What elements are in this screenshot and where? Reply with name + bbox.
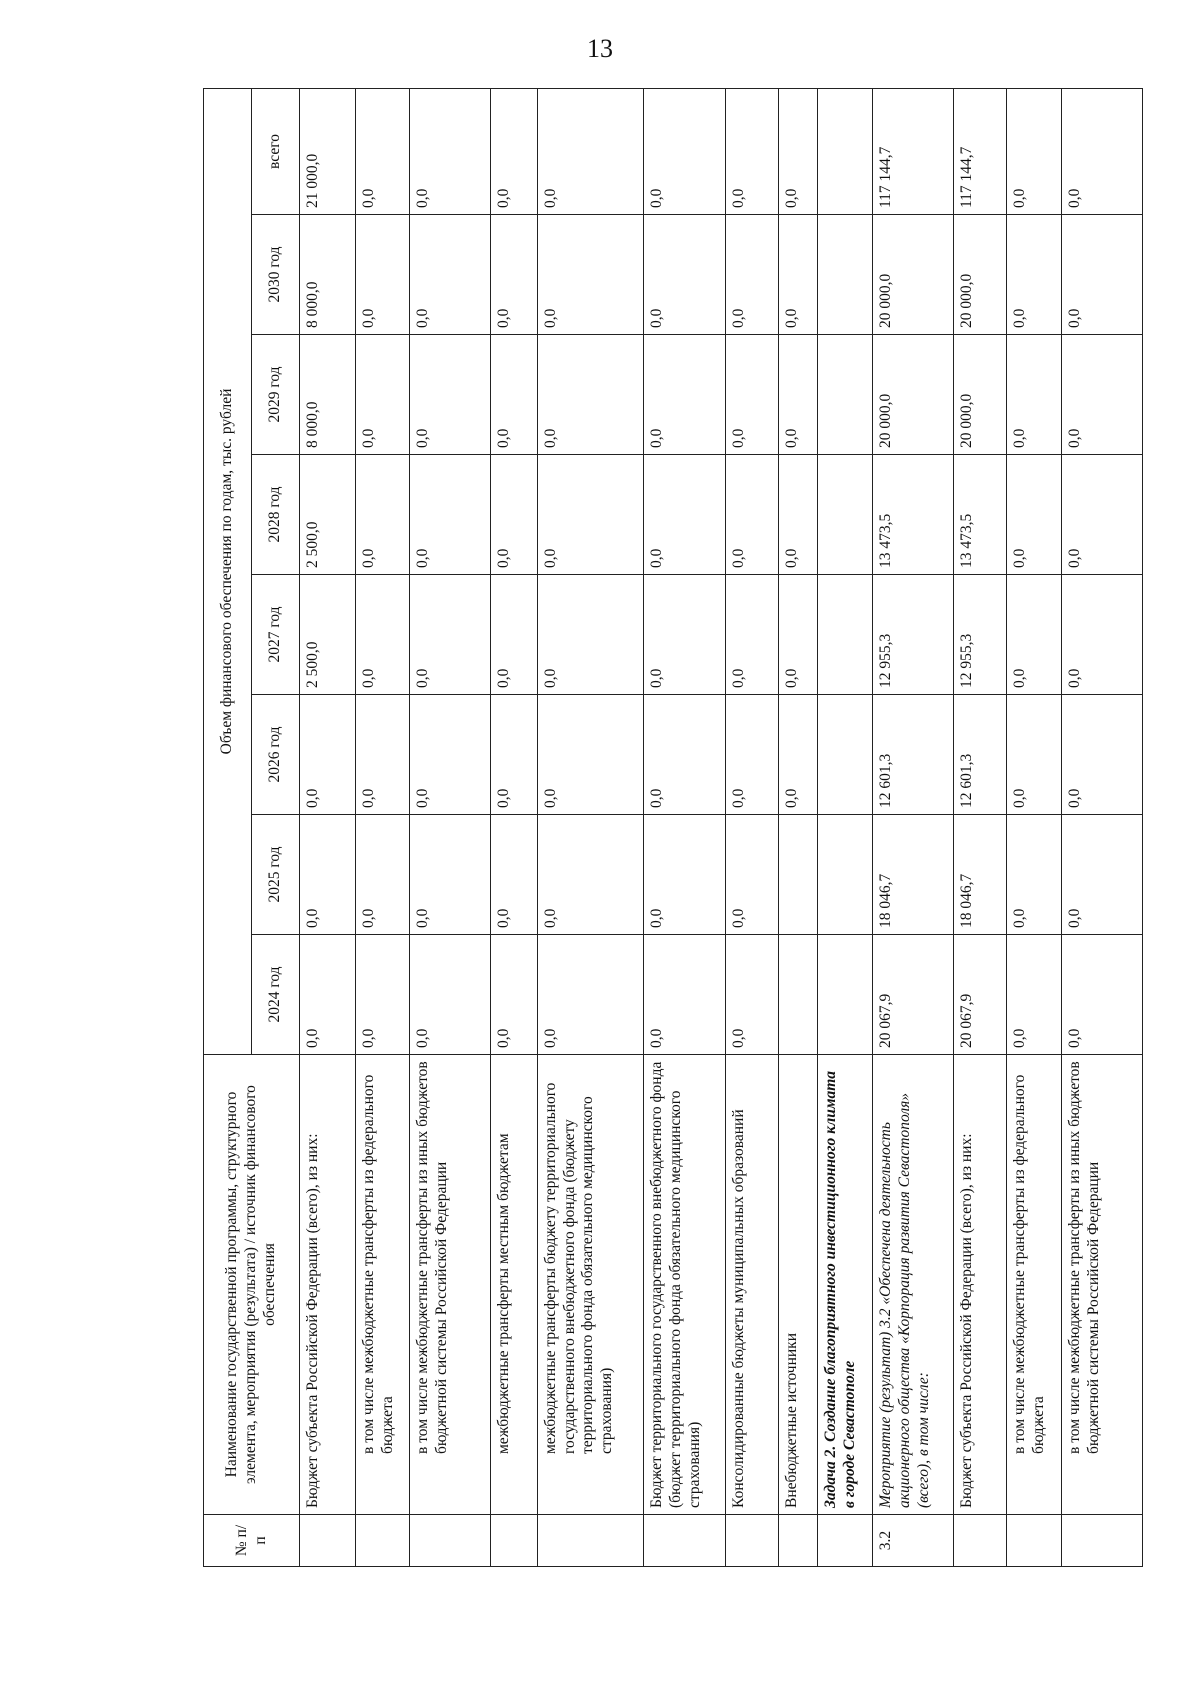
row-value xyxy=(818,335,872,455)
row-value: 0,0 xyxy=(300,815,356,935)
row-value: 0,0 xyxy=(778,335,817,455)
row-name: Консолидированные бюджеты муниципальных образований xyxy=(725,1055,778,1515)
row-value xyxy=(818,575,872,695)
row-value: 0,0 xyxy=(537,215,644,335)
row-number xyxy=(778,1515,817,1567)
row-value: 20 067,9 xyxy=(872,935,953,1055)
row-value: 0,0 xyxy=(491,815,537,935)
row-value: 0,0 xyxy=(644,89,725,215)
row-value: 0,0 xyxy=(355,455,409,575)
row-value: 0,0 xyxy=(410,815,491,935)
row-value: 0,0 xyxy=(537,935,644,1055)
row-value: 0,0 xyxy=(1061,815,1142,935)
row-value xyxy=(778,815,817,935)
table-row xyxy=(818,89,872,1567)
row-name: межбюджетные трансферты местным бюджетам xyxy=(491,1055,537,1515)
header-num: № п/п xyxy=(204,1515,300,1567)
row-value: 117 144,7 xyxy=(953,89,1006,215)
row-value: 0,0 xyxy=(537,695,644,815)
table-row xyxy=(491,89,537,1567)
row-value: 0,0 xyxy=(491,455,537,575)
row-value: 0,0 xyxy=(355,935,409,1055)
row-value: 0,0 xyxy=(1061,335,1142,455)
row-value: 0,0 xyxy=(778,695,817,815)
table-row xyxy=(953,89,1006,1567)
row-value: 0,0 xyxy=(1061,455,1142,575)
row-value: 0,0 xyxy=(537,455,644,575)
row-value: 0,0 xyxy=(410,215,491,335)
row-value: 0,0 xyxy=(355,215,409,335)
row-value: 0,0 xyxy=(725,575,778,695)
table-row xyxy=(644,89,725,1567)
row-value: 18 046,7 xyxy=(953,815,1006,935)
header-year: 2030 год xyxy=(252,215,300,335)
row-value: 0,0 xyxy=(410,575,491,695)
row-value: 2 500,0 xyxy=(300,455,356,575)
row-number xyxy=(1061,1515,1142,1567)
row-value: 12 601,3 xyxy=(872,695,953,815)
row-value: 0,0 xyxy=(491,695,537,815)
table-row xyxy=(778,89,817,1567)
row-value: 20 000,0 xyxy=(872,215,953,335)
row-value: 0,0 xyxy=(725,695,778,815)
row-value: 0,0 xyxy=(537,89,644,215)
row-value: 0,0 xyxy=(644,335,725,455)
row-number xyxy=(953,1515,1006,1567)
row-value xyxy=(818,815,872,935)
row-value: 0,0 xyxy=(537,335,644,455)
row-name: межбюджетные трансферты бюджету территориального государственного внебюджетного фонда (бюджету территориального фонда обязательного медицинского страхования) xyxy=(537,1055,644,1515)
header-year-total: всего xyxy=(252,89,300,215)
row-value: 12 601,3 xyxy=(953,695,1006,815)
row-value: 0,0 xyxy=(725,935,778,1055)
row-value: 0,0 xyxy=(644,575,725,695)
row-value: 0,0 xyxy=(491,335,537,455)
row-name: в том числе межбюджетные трансферты из федерального бюджета xyxy=(355,1055,409,1515)
row-value: 12 955,3 xyxy=(953,575,1006,695)
row-value: 0,0 xyxy=(1061,575,1142,695)
row-number xyxy=(644,1515,725,1567)
row-value: 0,0 xyxy=(537,575,644,695)
row-value: 0,0 xyxy=(1061,215,1142,335)
row-number: 3.2 xyxy=(872,1515,953,1567)
row-number xyxy=(355,1515,409,1567)
row-value: 0,0 xyxy=(778,575,817,695)
row-value: 0,0 xyxy=(725,815,778,935)
row-value: 0,0 xyxy=(644,455,725,575)
table-row xyxy=(1007,89,1061,1567)
row-value: 18 046,7 xyxy=(872,815,953,935)
row-value: 0,0 xyxy=(1061,935,1142,1055)
row-value xyxy=(778,935,817,1055)
row-value: 0,0 xyxy=(644,815,725,935)
row-value: 8 000,0 xyxy=(300,335,356,455)
row-value: 0,0 xyxy=(410,455,491,575)
row-name: Бюджет субъекта Российской Федерации (всего), из них: xyxy=(300,1055,356,1515)
row-value: 13 473,5 xyxy=(953,455,1006,575)
row-value: 0,0 xyxy=(491,215,537,335)
row-value: 0,0 xyxy=(778,89,817,215)
row-value: 0,0 xyxy=(355,89,409,215)
row-value: 21 000,0 xyxy=(300,89,356,215)
row-value: 8 000,0 xyxy=(300,215,356,335)
row-value xyxy=(818,215,872,335)
row-value: 0,0 xyxy=(1007,335,1061,455)
row-number xyxy=(491,1515,537,1567)
row-number xyxy=(537,1515,644,1567)
row-value: 20 067,9 xyxy=(953,935,1006,1055)
budget-table xyxy=(203,88,1143,1567)
row-value: 0,0 xyxy=(491,89,537,215)
row-value: 117 144,7 xyxy=(872,89,953,215)
row-value: 20 000,0 xyxy=(872,335,953,455)
row-value: 13 473,5 xyxy=(872,455,953,575)
row-value: 0,0 xyxy=(725,89,778,215)
row-name: в том числе межбюджетные трансферты из федерального бюджета xyxy=(1007,1055,1061,1515)
table-row xyxy=(725,89,778,1567)
row-number xyxy=(410,1515,491,1567)
header-year: 2027 год xyxy=(252,575,300,695)
table-row xyxy=(355,89,409,1567)
row-value: 0,0 xyxy=(1061,89,1142,215)
header-year: 2026 год xyxy=(252,695,300,815)
row-value xyxy=(818,935,872,1055)
row-value: 0,0 xyxy=(1007,215,1061,335)
row-value: 0,0 xyxy=(491,575,537,695)
row-value xyxy=(818,455,872,575)
row-value xyxy=(818,695,872,815)
row-name: Бюджет субъекта Российской Федерации (всего), из них: xyxy=(953,1055,1006,1515)
row-value: 0,0 xyxy=(644,695,725,815)
header-year: 2028 год xyxy=(252,455,300,575)
row-value: 0,0 xyxy=(725,455,778,575)
header-name: Наименование государственной программы, структурного элемента, мероприятия (результата) / источник финансового обеспечения xyxy=(204,1055,300,1515)
row-value: 0,0 xyxy=(300,935,356,1055)
row-value: 0,0 xyxy=(725,335,778,455)
row-value: 0,0 xyxy=(1007,89,1061,215)
row-value: 20 000,0 xyxy=(953,335,1006,455)
row-value xyxy=(818,89,872,215)
row-value: 0,0 xyxy=(355,335,409,455)
header-year: 2024 год xyxy=(252,935,300,1055)
row-name: в том числе межбюджетные трансферты из иных бюджетов бюджетной системы Российской Федерации xyxy=(410,1055,491,1515)
row-value: 0,0 xyxy=(537,815,644,935)
row-value: 0,0 xyxy=(1007,815,1061,935)
row-value: 0,0 xyxy=(355,815,409,935)
header-volume: Объем финансового обеспечения по годам, тыс. рублей xyxy=(204,89,252,1055)
page-number: 13 xyxy=(587,34,613,63)
row-value: 0,0 xyxy=(1007,575,1061,695)
row-value: 0,0 xyxy=(1007,935,1061,1055)
row-name: Внебюджетные источники xyxy=(778,1055,817,1515)
budget-table-rotated xyxy=(203,89,1143,1567)
row-value: 0,0 xyxy=(410,89,491,215)
table-row xyxy=(410,89,491,1567)
row-number xyxy=(300,1515,356,1567)
table-row xyxy=(1061,89,1142,1567)
row-name: Бюджет территориального государственного внебюджетного фонда (бюджет территориального фонда обязательного медицинского страхования) xyxy=(644,1055,725,1515)
row-value: 0,0 xyxy=(725,215,778,335)
table-row xyxy=(537,89,644,1567)
row-name: в том числе межбюджетные трансферты из иных бюджетов бюджетной системы Российской Федерации xyxy=(1061,1055,1142,1515)
row-value: 0,0 xyxy=(1061,695,1142,815)
row-value: 0,0 xyxy=(778,215,817,335)
row-value: 0,0 xyxy=(300,695,356,815)
header-year: 2025 год xyxy=(252,815,300,935)
table-body xyxy=(300,89,1143,1567)
row-name: Мероприятие (результат) 3.2 «Обеспечена деятельность акционерного общества «Корпорация развития Севастополя» (всего), в том числе: xyxy=(872,1055,953,1515)
row-value: 0,0 xyxy=(1007,695,1061,815)
row-value: 0,0 xyxy=(778,455,817,575)
row-value: 20 000,0 xyxy=(953,215,1006,335)
table-row xyxy=(872,89,953,1567)
row-value: 0,0 xyxy=(355,575,409,695)
row-number xyxy=(725,1515,778,1567)
header-year: 2029 год xyxy=(252,335,300,455)
table-row xyxy=(300,89,356,1567)
row-value: 0,0 xyxy=(491,935,537,1055)
row-number xyxy=(1007,1515,1061,1567)
row-value: 0,0 xyxy=(410,335,491,455)
row-name: Задача 2. Создание благоприятного инвестиционного климата в городе Севастополе xyxy=(818,1055,872,1515)
row-value: 0,0 xyxy=(410,695,491,815)
row-value: 0,0 xyxy=(644,215,725,335)
row-value: 0,0 xyxy=(644,935,725,1055)
row-value: 0,0 xyxy=(410,935,491,1055)
row-value: 0,0 xyxy=(1007,455,1061,575)
row-value: 2 500,0 xyxy=(300,575,356,695)
row-value: 0,0 xyxy=(355,695,409,815)
row-number xyxy=(818,1515,872,1567)
row-value: 12 955,3 xyxy=(872,575,953,695)
